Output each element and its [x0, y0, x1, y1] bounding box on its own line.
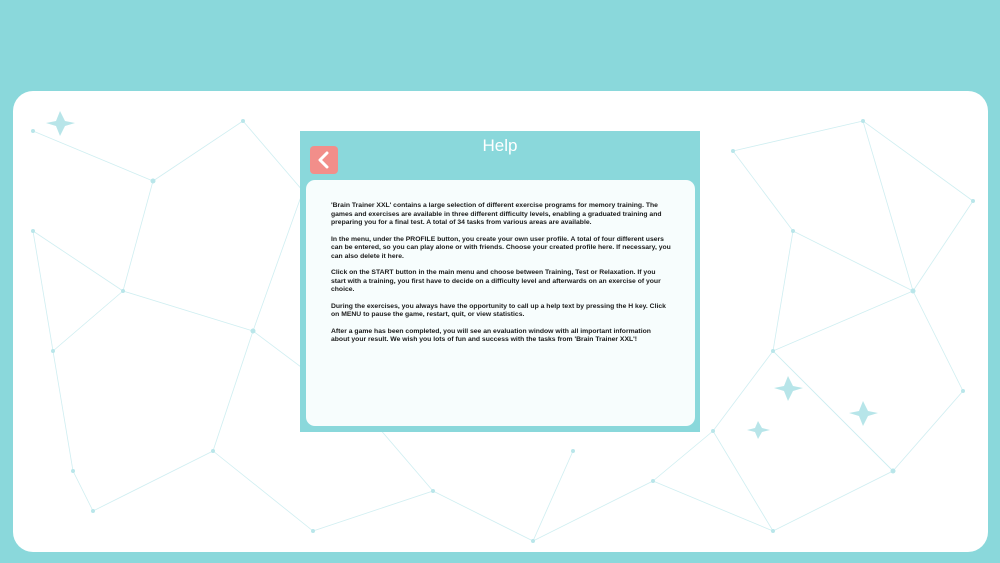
- help-paragraph-start: Click on the START button in the main menu and choose between Training, Test or Relaxation. If you start with a training, you first have to decide on a difficulty level and afterwards on an exercise of your choice.: [331, 269, 661, 293]
- help-paragraph-intro: 'Brain Trainer XXL' contains a large selection of different exercise programs for memory training. The games and exercises are available in three different difficulty levels, enabling a graduated training and preparing you for a final test. A total of 34 tasks from various areas are available.: [331, 202, 662, 226]
- help-paragraph-evaluation: After a game has been completed, you will see an evaluation window with all important information about your result. We wish you lots of fun and success with the tasks from 'Brain Trainer XXL'!: [331, 327, 651, 343]
- help-text-card: [306, 180, 695, 426]
- help-paragraph-profile: In the menu, under the PROFILE button, you create your own user profile. A total of four different users can be entered, so you can play alone or with friends. Choose your created profile here. If necessary, you can also delete it here.: [331, 235, 671, 260]
- dialog-title: Help: [482, 136, 518, 155]
- help-paragraph-exercises: During the exercises, you always have the opportunity to call up a help text by pressing the H key. Click on MENU to pause the game, restart, quit, or view statistics.: [331, 302, 666, 318]
- chevron-left-icon: [316, 151, 332, 169]
- back-button[interactable]: [310, 146, 338, 174]
- help-text: [331, 202, 671, 353]
